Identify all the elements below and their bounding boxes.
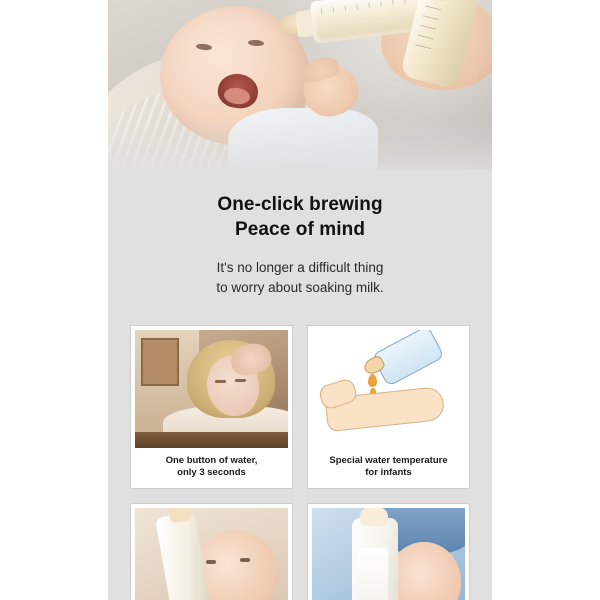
- bottle-shape: [352, 518, 398, 600]
- bottle-shape: [371, 330, 444, 387]
- headline-line-2: Peace of mind: [234, 219, 366, 241]
- wrist-temperature-test-illustration: [312, 330, 465, 448]
- card-special-water-temperature[interactable]: [307, 325, 470, 490]
- eye-right: [240, 558, 250, 562]
- card-caption: [312, 448, 465, 489]
- page-subtitle: [108, 258, 492, 299]
- eye-left: [206, 560, 216, 564]
- tired-mother-photo: [135, 330, 288, 448]
- bottle-nipple-shape: [360, 508, 388, 526]
- baby-holding-bottle-photo: [135, 508, 288, 600]
- card-one-button-of-water[interactable]: [130, 325, 293, 490]
- caption-line-2: only 3 seconds: [177, 467, 246, 479]
- caption-line-2: for infants: [365, 467, 412, 479]
- bottle-of-milk-with-baby-photo: [312, 508, 465, 600]
- card-baby-with-bottle[interactable]: [130, 503, 293, 600]
- subline-line-1: It's no longer a difficult thing: [216, 260, 384, 276]
- page-title: [108, 192, 492, 242]
- feature-card-grid: [130, 325, 470, 600]
- hero-image: [108, 0, 492, 170]
- card-bottle-of-milk[interactable]: [307, 503, 470, 600]
- content-panel: [108, 0, 492, 600]
- card-caption: [135, 448, 288, 489]
- picture-frame-shape: [141, 338, 179, 386]
- eye-left: [215, 380, 226, 383]
- subline-line-2: to worry about soaking milk.: [216, 280, 384, 296]
- hero-fade-overlay: [108, 0, 492, 170]
- table-shape: [135, 432, 288, 448]
- caption-line-1: Special water temperature: [329, 454, 448, 466]
- water-drop-icon: [368, 374, 377, 387]
- headline-line-1: One-click brewing: [217, 194, 383, 215]
- eye-right: [235, 379, 246, 382]
- caption-line-1: One button of water,: [165, 454, 258, 466]
